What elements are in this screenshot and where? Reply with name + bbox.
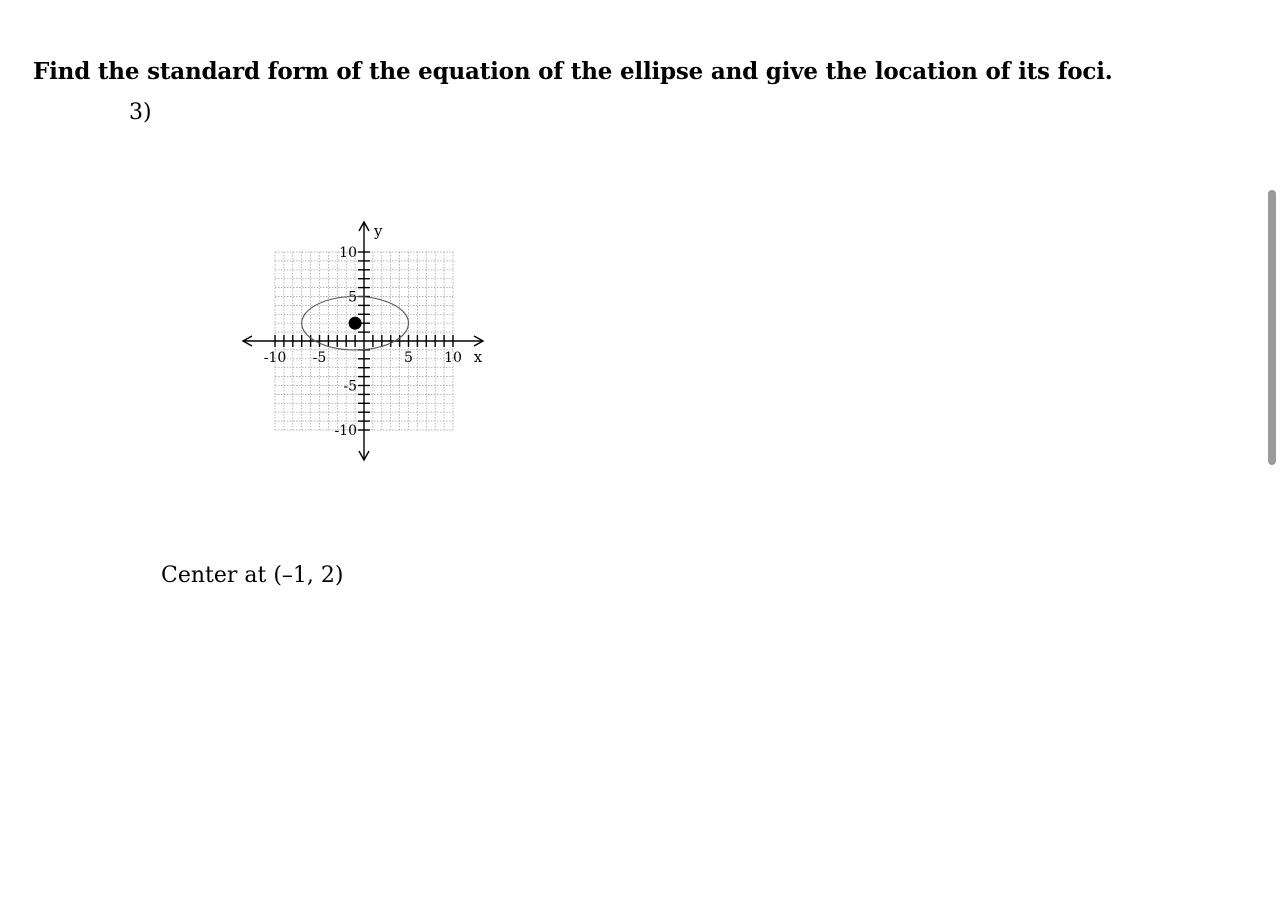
scrollbar-thumb[interactable] — [1268, 190, 1276, 465]
center-caption: Center at (–1, 2) — [161, 563, 344, 588]
x-tick-label: 5 — [404, 350, 413, 366]
x-tick-label: -10 — [263, 350, 287, 366]
ellipse-graph — [150, 124, 590, 552]
x-tick-label: 10 — [444, 350, 462, 366]
y-tick-label: -10 — [334, 423, 357, 439]
vertical-scrollbar[interactable] — [1266, 185, 1278, 470]
x-axis-label: x — [473, 348, 483, 366]
problem-number: 3) — [129, 100, 152, 125]
axes — [243, 222, 483, 460]
y-tick-label: -5 — [343, 378, 357, 395]
y-tick-label: 10 — [339, 245, 357, 261]
x-tick-label: -5 — [312, 350, 327, 366]
y-axis-label: y — [374, 222, 383, 240]
y-tick-label: 5 — [348, 289, 357, 306]
center-point — [349, 317, 362, 330]
question-prompt: Find the standard form of the equation of the ellipse and give the location of its foci. — [33, 58, 1113, 85]
